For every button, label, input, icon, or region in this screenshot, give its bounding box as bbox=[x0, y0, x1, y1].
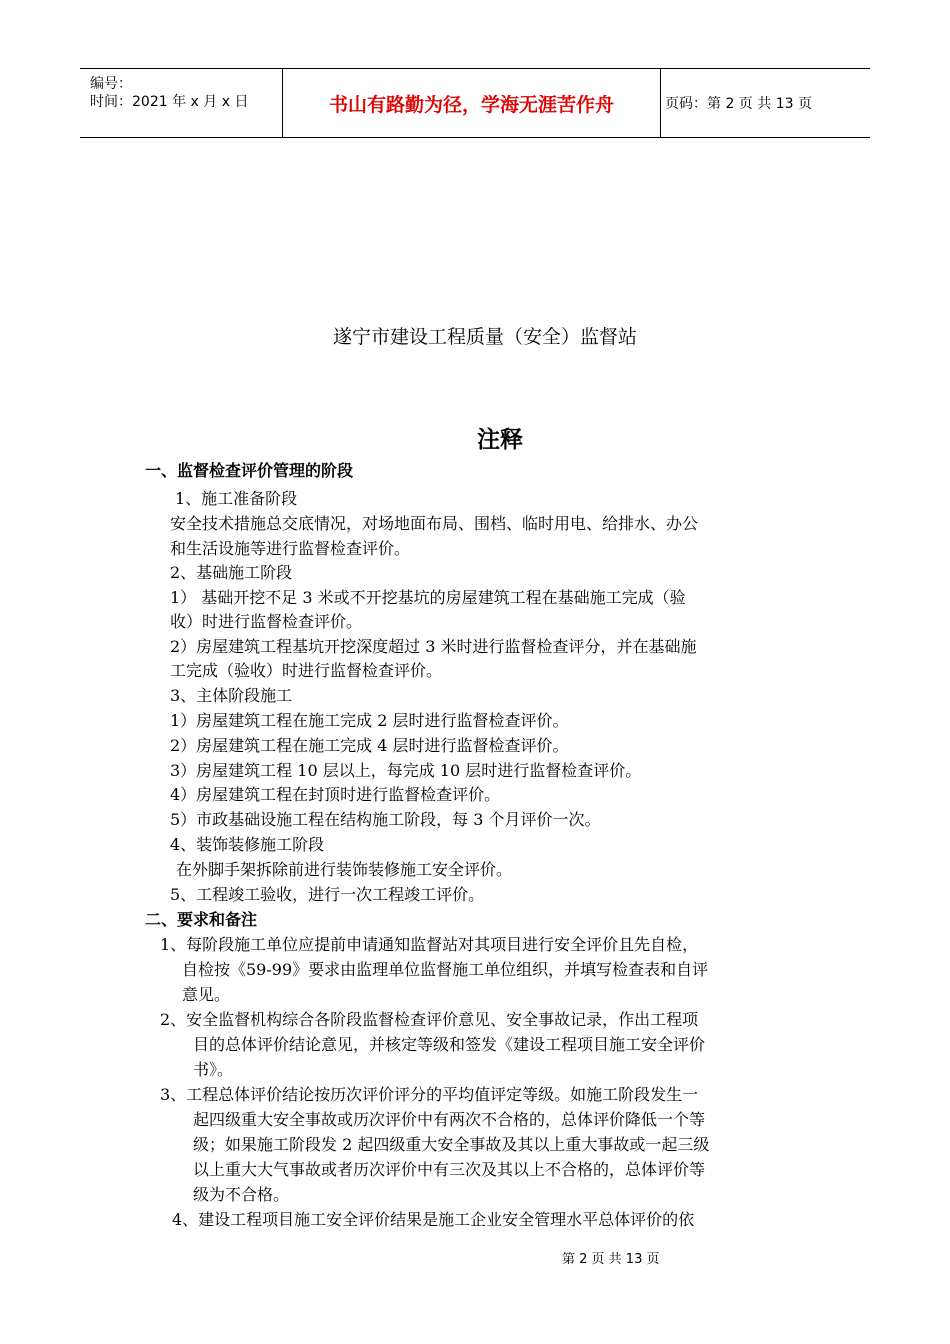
body-line: 1）房屋建筑工程在施工完成 2 层时进行监督检查评价。 bbox=[170, 711, 569, 730]
body-line: 1、每阶段施工单位应提前申请通知监督站对其项目进行安全评价且先自检， bbox=[160, 935, 699, 954]
body-line: 书》。 bbox=[193, 1060, 234, 1079]
page-header bbox=[80, 68, 870, 138]
body-line: 级；如果施工阶段发 2 起四级重大安全事故及其以上重大事故或一起三级 bbox=[193, 1135, 710, 1154]
body-line: 目的总体评价结论意见，并核定等级和签发《建设工程项目施工安全评价 bbox=[193, 1035, 706, 1054]
body-line: 安全技术措施总交底情况，对场地面布局、围档、临时用电、给排水、办公 bbox=[170, 514, 699, 533]
body-line: 工完成（验收）时进行监督检查评价。 bbox=[170, 661, 443, 680]
subheading-preparation: 1、施工准备阶段 bbox=[175, 489, 298, 508]
subheading-main-structure: 3、主体阶段施工 bbox=[170, 686, 293, 705]
body-line: 在外脚手架拆除前进行装饰装修施工安全评价。 bbox=[176, 860, 513, 879]
body-line: 2）房屋建筑工程在施工完成 4 层时进行监督检查评价。 bbox=[170, 736, 569, 755]
header-motto: 书山有路勤为径，学海无涯苦作舟 bbox=[283, 69, 661, 137]
body-line: 自检按《59-99》要求由监理单位监督施工单位组织，并填写检查表和自评 bbox=[182, 960, 709, 979]
body-line: 3）房屋建筑工程 10 层以上，每完成 10 层时进行监督检查评价。 bbox=[170, 761, 642, 780]
document-date-label: 时间：2021 年 x 月 x 日 bbox=[90, 94, 249, 110]
body-line: 级为不合格。 bbox=[193, 1185, 290, 1204]
header-page-info: 页码：第 2 页 共 13 页 bbox=[665, 96, 812, 112]
document-number-label: 编号： bbox=[90, 76, 132, 92]
organization-name: 遂宁市建设工程质量（安全）监督站 bbox=[333, 326, 638, 348]
body-line: 1） 基础开挖不足 3 米或不开挖基坑的房屋建筑工程在基础施工完成（验 bbox=[170, 588, 686, 607]
header-meta-cell bbox=[80, 69, 283, 137]
body-line: 5）市政基础设施工程在结构施工阶段，每 3 个月评价一次。 bbox=[170, 810, 601, 829]
body-line: 以上重大大气事故或者历次评价中有三次及其以上不合格的，总体评价等 bbox=[193, 1160, 706, 1179]
section-heading-stages: 一、监督检查评价管理的阶段 bbox=[145, 461, 354, 480]
body-line: 3、工程总体评价结论按历次评价评分的平均值评定等级。如施工阶段发生一 bbox=[160, 1085, 699, 1104]
body-line: 和生活设施等进行监督检查评价。 bbox=[170, 539, 411, 558]
body-line: 起四级重大安全事故或历次评价中有两次不合格的，总体评价降低一个等 bbox=[193, 1110, 706, 1129]
document-title: 注释 bbox=[477, 427, 523, 453]
body-line: 意见。 bbox=[182, 985, 231, 1004]
page-footer: 第 2 页 共 13 页 bbox=[562, 1252, 660, 1267]
body-line: 收）时进行监督检查评价。 bbox=[170, 612, 363, 631]
body-line: 4、建设工程项目施工安全评价结果是施工企业安全管理水平总体评价的依 bbox=[172, 1210, 695, 1229]
section-heading-requirements: 二、要求和备注 bbox=[145, 910, 258, 929]
subheading-decoration: 4、装饰装修施工阶段 bbox=[170, 835, 325, 854]
subheading-foundation: 2、基础施工阶段 bbox=[170, 563, 293, 582]
body-line: 2）房屋建筑工程基坑开挖深度超过 3 米时进行监督检查评分，并在基础施 bbox=[170, 637, 697, 656]
body-line: 2、安全监督机构综合各阶段监督检查评价意见、安全事故记录，作出工程项 bbox=[160, 1010, 699, 1029]
subheading-completion: 5、工程竣工验收，进行一次工程竣工评价。 bbox=[170, 885, 485, 904]
body-line: 4）房屋建筑工程在封顶时进行监督检查评价。 bbox=[170, 785, 501, 804]
